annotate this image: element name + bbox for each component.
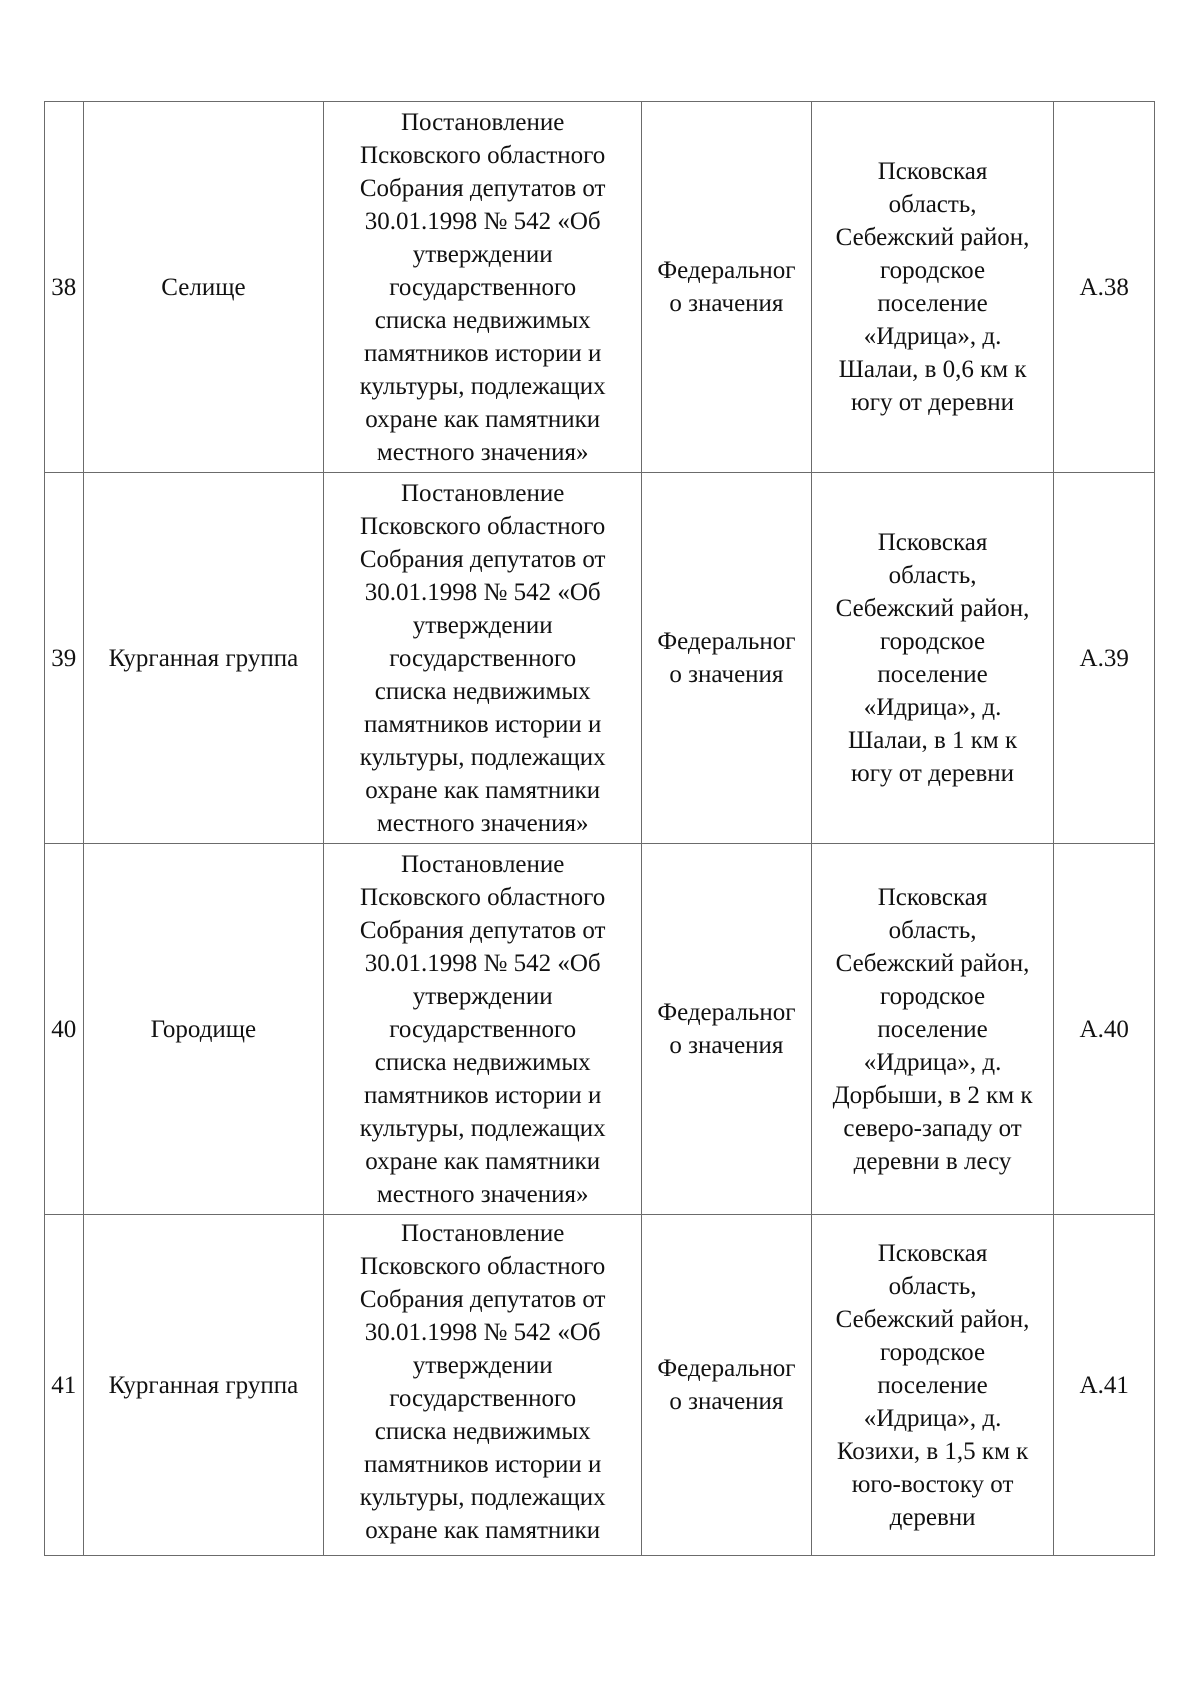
legal-document: Постановление Псковского областного Собрания депутатов от 30.01.1998 № 542 «Об утверждении государственного списка недвижимых памятников истории и культуры, подлежащих охране как памятники местного значения»	[359, 108, 606, 466]
legal-document-cell	[324, 473, 642, 844]
object-name: Селище	[161, 273, 246, 301]
object-name-cell	[83, 473, 324, 844]
location: Псковская область, Себежский район, городское поселение «Идрица», д. Дорбыши, в 2 км к северо-западу от деревни в лесу	[832, 883, 1033, 1175]
table-row	[45, 473, 1155, 844]
location-cell	[811, 844, 1054, 1215]
significance: Федеральног о значения	[657, 628, 796, 688]
row-number: 38	[51, 273, 77, 301]
object-name-cell	[83, 844, 324, 1215]
significance: Федеральног о значения	[657, 257, 796, 317]
table-row	[45, 1215, 1155, 1556]
location: Псковская область, Себежский район, городское поселение «Идрица», д. Шалаи, в 0,6 км к югу от деревни	[835, 158, 1030, 416]
object-code-cell	[1054, 102, 1155, 473]
legal-document-cell	[324, 844, 642, 1215]
row-number: 40	[51, 1015, 77, 1043]
table-row	[45, 844, 1155, 1215]
legal-document-cell	[324, 1215, 642, 1556]
object-name: Курганная группа	[108, 644, 299, 672]
location-cell	[811, 1215, 1054, 1556]
location-cell	[811, 473, 1054, 844]
object-code: А.39	[1079, 644, 1129, 672]
row-number: 41	[51, 1371, 77, 1399]
object-name-cell	[83, 102, 324, 473]
object-code-cell	[1054, 844, 1155, 1215]
row-number-cell	[45, 1215, 84, 1556]
object-code: А.41	[1079, 1371, 1129, 1399]
legal-document: Постановление Псковского областного Собрания депутатов от 30.01.1998 № 542 «Об утверждении государственного списка недвижимых памятников истории и культуры, подлежащих охране как памятники	[359, 1220, 606, 1544]
location-cell	[811, 102, 1054, 473]
significance-cell	[642, 102, 812, 473]
significance-cell	[642, 1215, 812, 1556]
object-name: Курганная группа	[108, 1371, 299, 1399]
object-name-cell	[83, 1215, 324, 1556]
significance: Федеральног о значения	[657, 1355, 796, 1415]
row-number-cell	[45, 844, 84, 1215]
significance-cell	[642, 844, 812, 1215]
significance: Федеральног о значения	[657, 999, 796, 1059]
object-code: А.40	[1079, 1015, 1129, 1043]
legal-document-cell	[324, 102, 642, 473]
location: Псковская область, Себежский район, городское поселение «Идрица», д. Козихи, в 1,5 км к юго-востоку от деревни	[835, 1239, 1030, 1531]
location: Псковская область, Себежский район, городское поселение «Идрица», д. Шалаи, в 1 км к югу от деревни	[835, 529, 1030, 787]
legal-document: Постановление Псковского областного Собрания депутатов от 30.01.1998 № 542 «Об утверждении государственного списка недвижимых памятников истории и культуры, подлежащих охране как памятники местного значения»	[359, 850, 606, 1208]
object-code-cell	[1054, 473, 1155, 844]
legal-document: Постановление Псковского областного Собрания депутатов от 30.01.1998 № 542 «Об утверждении государственного списка недвижимых памятников истории и культуры, подлежащих охране как памятники местного значения»	[359, 479, 606, 837]
object-name: Городище	[150, 1015, 257, 1043]
heritage-objects-table	[44, 101, 1155, 1556]
object-code: А.38	[1079, 273, 1129, 301]
row-number: 39	[51, 644, 77, 672]
significance-cell	[642, 473, 812, 844]
row-number-cell	[45, 102, 84, 473]
row-number-cell	[45, 473, 84, 844]
table-row	[45, 102, 1155, 473]
object-code-cell	[1054, 1215, 1155, 1556]
